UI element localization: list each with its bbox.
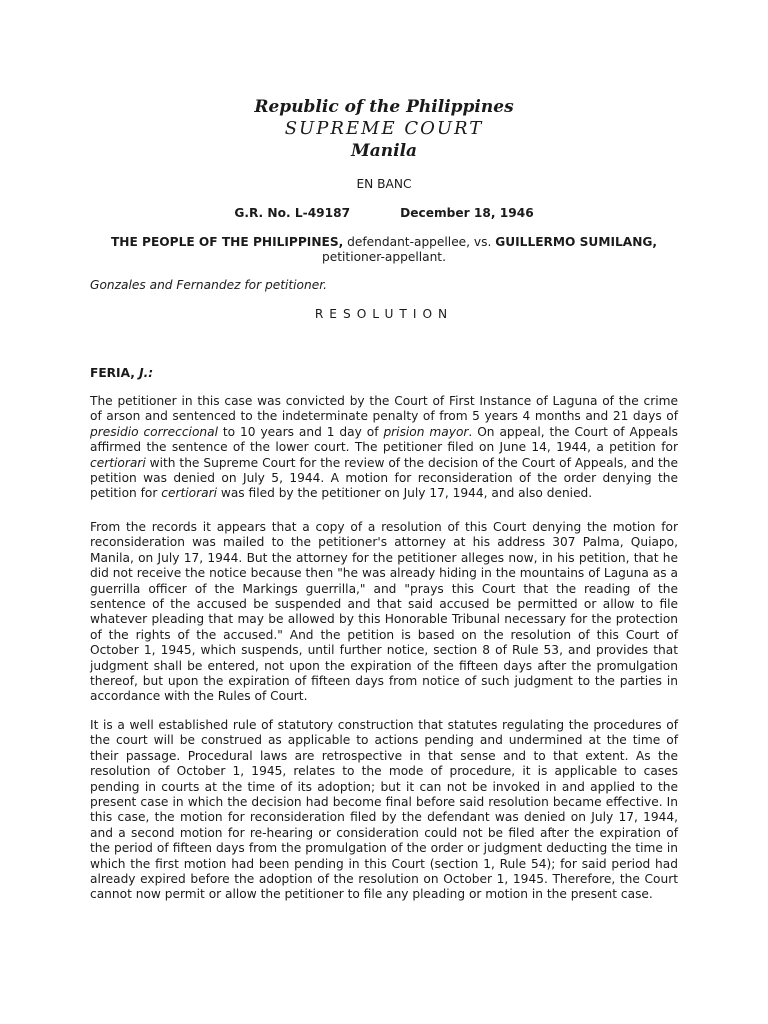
- p1-italic-d: prision mayor: [383, 424, 469, 439]
- paragraph-3: It is a well established rule of statutory construction that statutes regulating the procedures of the court will be construed as applicable to actions pending and undermined at the time of their passage. Procedural laws are retrospective in that sense and to that extent. As the resolution of October 1, 1945, relates to the mode of procedure, it is applicable to cases pending in courts at the time of its adoption; but it can not be invoked in and applied to the present case in which the decision had become final before said resolution became effective. In this case, the motion for reconsideration filed by the defendant was denied on July 17, 1944, and a second motion for re-hearing or consideration could not be filed after the expiration of the period of fifteen days from the promulgation of the order or judgment deducting the time in which the first motion had been pending in this Court (section 1, Rule 54); for said period had already expired before the adoption of the resolution on October 1, 1945. Therefore, the Court cannot now permit or allow the petitioner to file any pleading or motion in the present case.: [90, 718, 678, 902]
- case-parties: [100, 235, 668, 266]
- p1-text-i: was filed by the petitioner on July 17, 1944, and also denied.: [216, 486, 593, 501]
- court-header: [0, 96, 768, 162]
- appellee-role: defendant-appellee, vs.: [343, 235, 496, 249]
- division-label: EN BANC: [356, 177, 412, 191]
- p1-italic-b: presidio correccional: [90, 424, 218, 439]
- appellee-name: THE PEOPLE OF THE PHILIPPINES,: [110, 235, 344, 249]
- p1-italic-f: certiorari: [90, 455, 146, 470]
- p1-italic-h: certiorari: [161, 486, 217, 501]
- p1-text-a: The petitioner in this case was convicted by the Court of First Instance of Laguna of the crime of arson and sentenced to the indeterminate penalty of from 5 years 4 months and 21 days of: [90, 394, 678, 424]
- document-title: RESOLUTION: [314, 307, 454, 321]
- ponente: [90, 366, 153, 381]
- appellant-role: petitioner-appellant.: [322, 250, 446, 265]
- paragraph-2: From the records it appears that a copy of a resolution of this Court denying the motion for reconsideration was mailed to the petitioner's attorney at his address 307 Palma, Quiapo, Manila, on July 17, 1944. But the attorney for the petitioner alleges now, in his petition, that he did not receive the notice because then "he was already hiding in the mountains of Laguna as a guerrilla officer of the Markings guerrilla," and "prays this Court that the reading of the sentence of the accused be suspended and that said accused be permitted or allow to file whatever pleading that may be allowed by this Honorable Tribunal necessary for the protection of the rights of the accused." And the petition is based on the resolution of this Court of October 1, 1945, which suspends, until further notice, section 8 of Rule 53, and provides that judgment shall be entered, not upon the expiration of the fifteen days after the promulgation thereof, but upon the expiration of fifteen days from notice of such judgment to the parties in accordance with the Rules of Court.: [90, 520, 678, 704]
- header-court: SUPREME COURT: [284, 118, 484, 139]
- paragraph-1: [90, 394, 678, 502]
- case-line: [0, 206, 768, 221]
- p1-text-c: to 10 years and 1 day of: [217, 424, 384, 439]
- header-city: Manila: [350, 141, 418, 161]
- case-date: December 18, 1946: [400, 206, 534, 220]
- appellant-name: GUILLERMO SUMILANG,: [495, 235, 658, 249]
- ponente-title: J.:: [139, 366, 154, 380]
- case-number: G.R. No. L-49187: [234, 206, 351, 220]
- p1-text-g: with the Supreme Court for the review of the decision of the Court of Appeals, and the petition was denied on July 5, 1944. A motion for reconsideration of the order denying the petition for: [90, 455, 678, 501]
- header-republic: Republic of the Philippines: [254, 97, 514, 117]
- ponente-name: FERIA,: [90, 366, 140, 380]
- counsel-line: Gonzales and Fernandez for petitioner.: [90, 278, 327, 292]
- p1-text-e: . On appeal, the Court of Appeals affirmed the sentence of the lower court. The petitioner filed on June 14, 1944, a petition for: [90, 424, 679, 455]
